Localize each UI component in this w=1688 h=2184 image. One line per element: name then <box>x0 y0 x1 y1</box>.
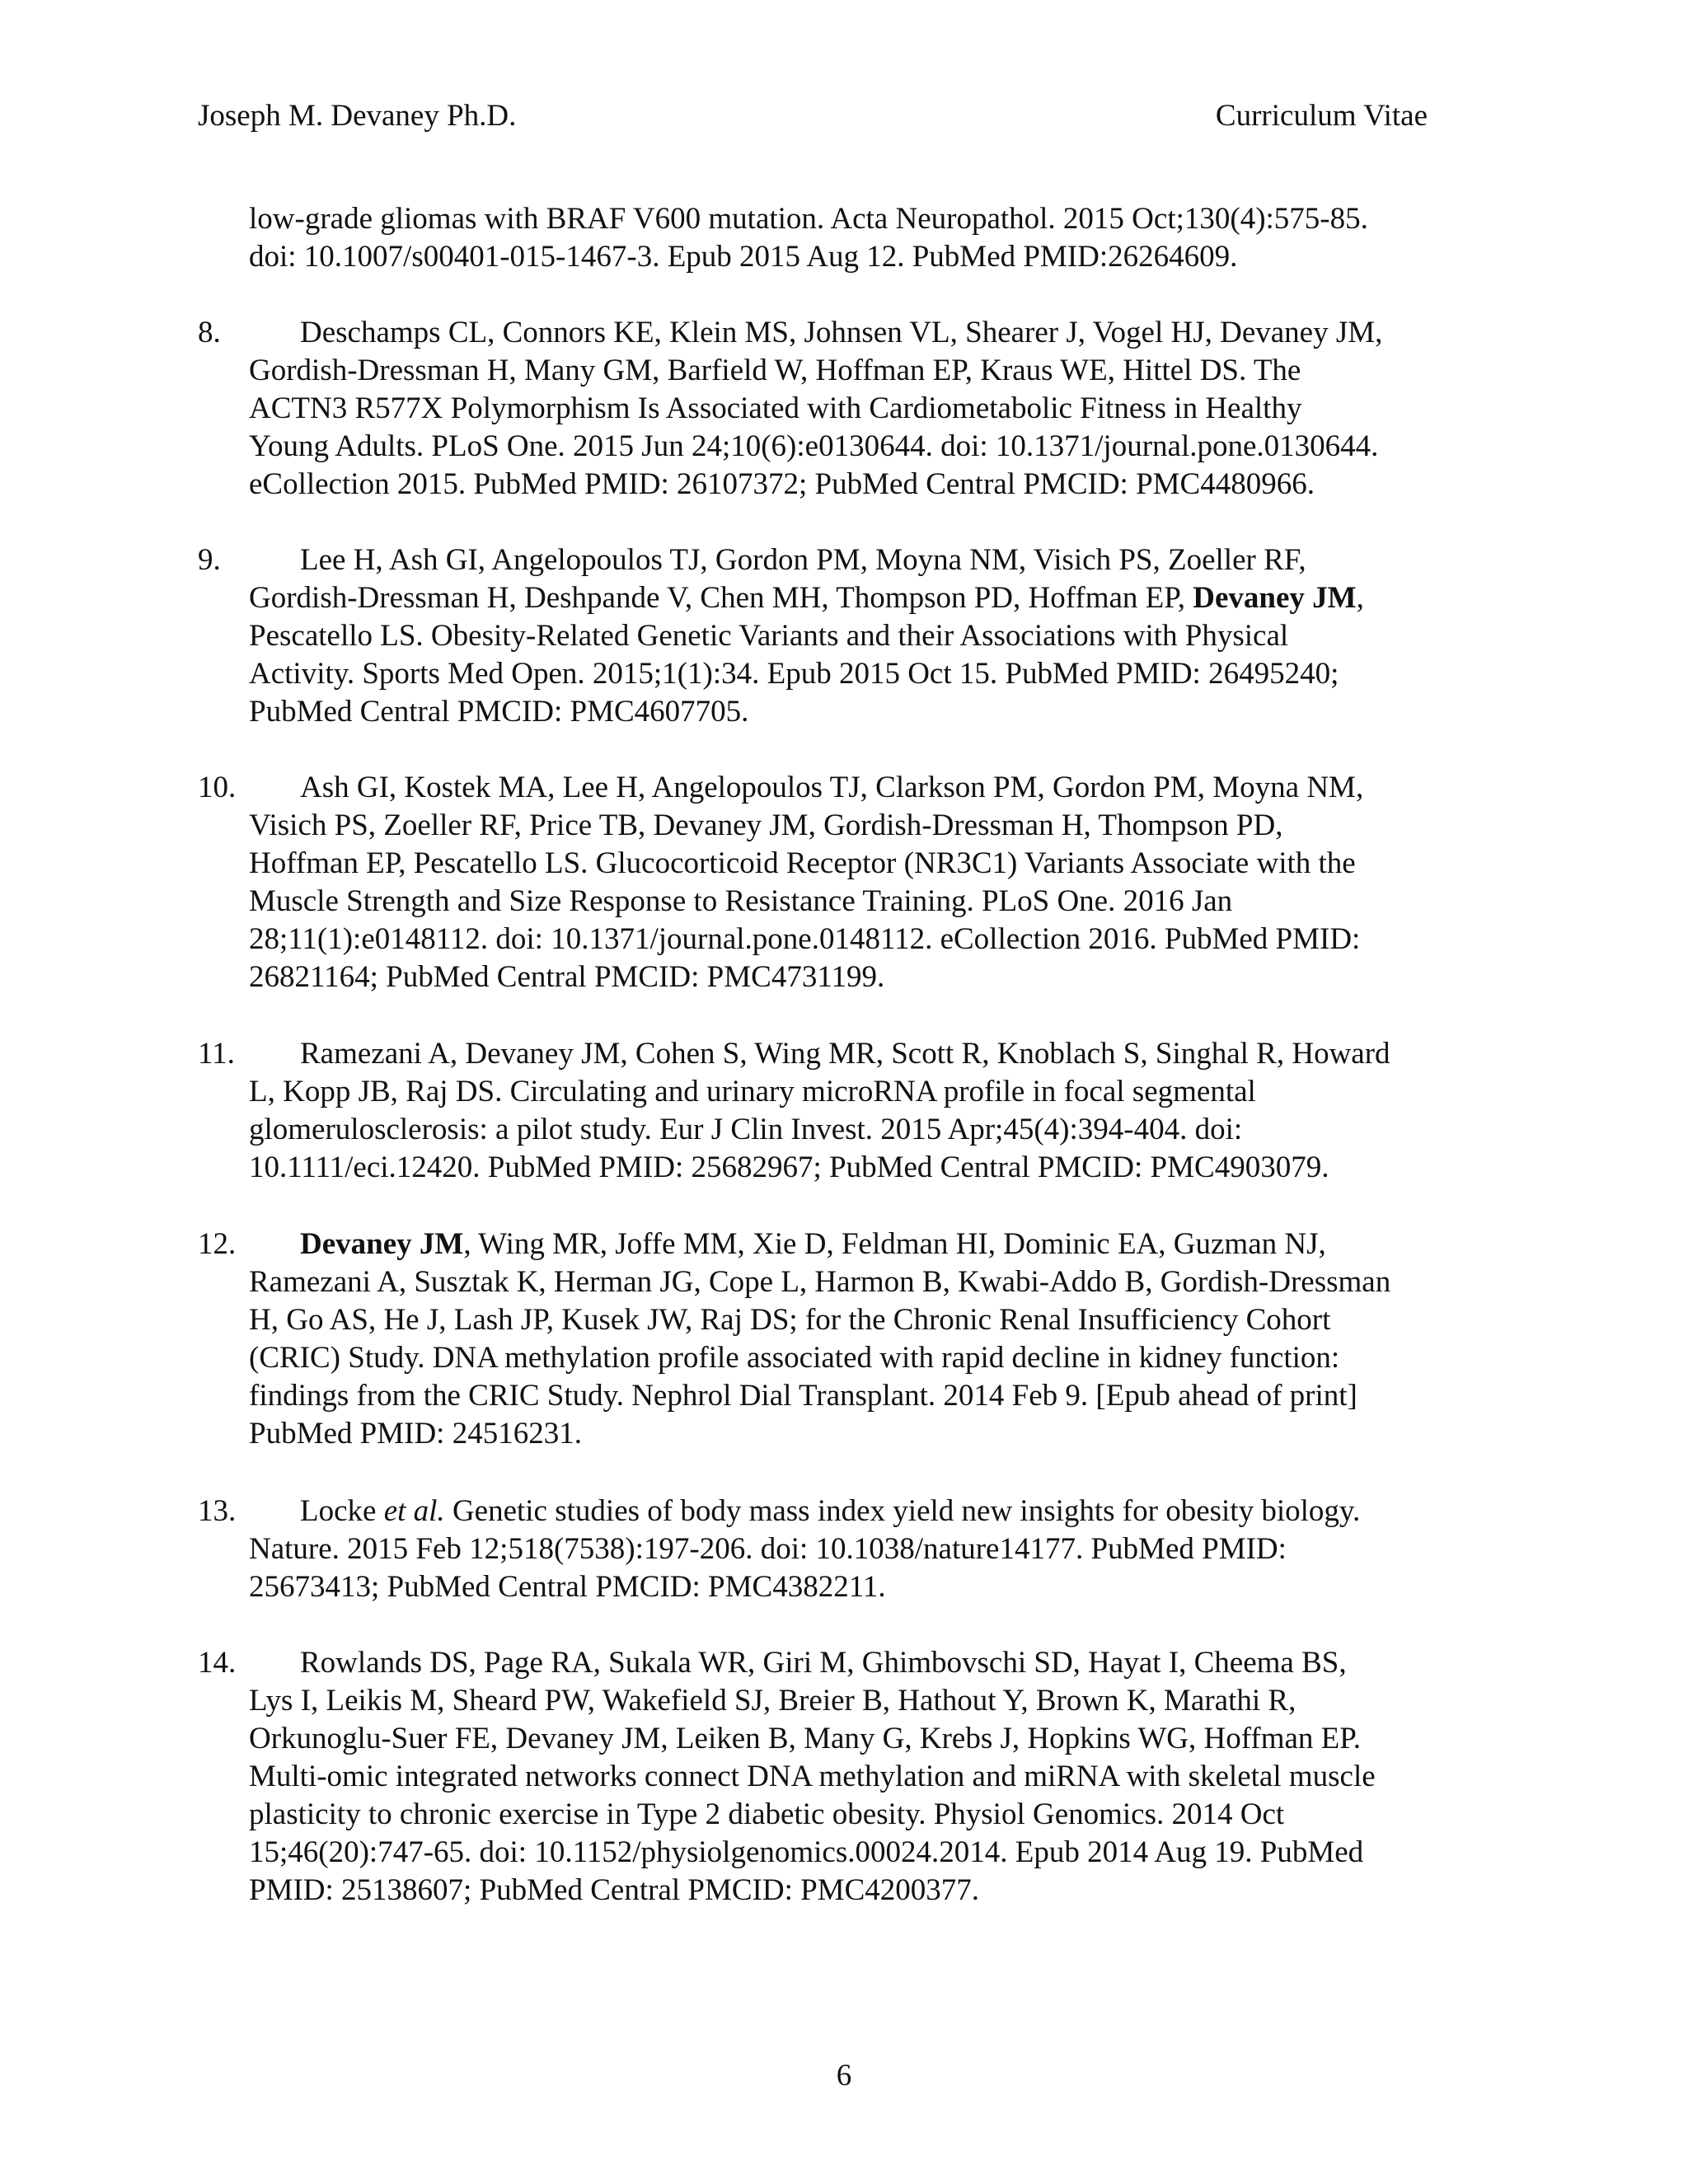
document-title: Curriculum Vitae <box>1215 99 1428 133</box>
reference-line: Lys I, Leikis M, Sheard PW, Wakefield SJ, Breier B, Hathout Y, Brown K, Marathi R, <box>249 1684 1296 1718</box>
author-name: Joseph M. Devaney Ph.D. <box>198 99 517 133</box>
reference-line: L, Kopp JB, Raj DS. Circulating and urinary microRNA profile in focal segmental <box>249 1075 1256 1108</box>
reference-line: findings from the CRIC Study. Nephrol Dial Transplant. 2014 Feb 9. [Epub ahead of print] <box>249 1379 1357 1413</box>
reference-number: 12. <box>198 1227 237 1261</box>
reference-text <box>249 1644 1510 1910</box>
reference-line: Young Adults. PLoS One. 2015 Jun 24;10(6):e0130644. doi: 10.1371/journal.pone.0130644. <box>249 429 1379 463</box>
reference-line: 26821164; PubMed Central PMCID: PMC4731199. <box>249 960 885 994</box>
reference-line: ACTN3 R577X Polymorphism Is Associated with Cardiometabolic Fitness in Healthy <box>249 391 1302 425</box>
reference-entry-14 <box>198 1644 1510 1910</box>
reference-line: Multi-omic integrated networks connect DNA methylation and miRNA with skeletal muscle <box>249 1760 1376 1793</box>
reference-text <box>249 1035 1510 1187</box>
reference-line: 28;11(1):e0148112. doi: 10.1371/journal.pone.0148112. eCollection 2016. PubMed PMID: <box>249 922 1361 956</box>
reference-number: 8. <box>198 316 221 349</box>
et-al-italic: et al. <box>383 1494 445 1528</box>
reference-text <box>249 541 1510 731</box>
reference-line: Lee H, Ash GI, Angelopoulos TJ, Gordon PM, Moyna NM, Visich PS, Zoeller RF, <box>300 543 1306 577</box>
reference-entry-11 <box>198 1035 1510 1187</box>
reference-entry-13 <box>198 1493 1510 1606</box>
reference-line: Ramezani A, Devaney JM, Cohen S, Wing MR, Scott R, Knoblach S, Singhal R, Howard <box>300 1037 1390 1071</box>
reference-line: Muscle Strength and Size Response to Resistance Training. PLoS One. 2016 Jan <box>249 884 1233 918</box>
reference-number: 13. <box>198 1494 237 1528</box>
page-number: 6 <box>836 2059 852 2093</box>
reference-line: Hoffman EP, Pescatello LS. Glucocorticoid Receptor (NR3C1) Variants Associate with the <box>249 846 1356 880</box>
reference-line: Nature. 2015 Feb 12;518(7538):197-206. doi: 10.1038/nature14177. PubMed PMID: <box>249 1532 1287 1566</box>
reference-line: glomerulosclerosis: a pilot study. Eur J Clin Invest. 2015 Apr;45(4):394-404. doi: <box>249 1113 1243 1146</box>
reference-text <box>249 1226 1510 1453</box>
reference-line: 10.1111/eci.12420. PubMed PMID: 25682967; PubMed Central PMCID: PMC4903079. <box>249 1151 1329 1184</box>
reference-line: Ash GI, Kostek MA, Lee H, Angelopoulos TJ, Clarkson PM, Gordon PM, Moyna NM, <box>300 771 1364 804</box>
reference-number: 9. <box>198 543 221 577</box>
reference-line: Activity. Sports Med Open. 2015;1(1):34. Epub 2015 Oct 15. PubMed PMID: 26495240; <box>249 657 1339 691</box>
reference-number: 14. <box>198 1646 237 1680</box>
reference-line: Ramezani A, Susztak K, Herman JG, Cope L, Harmon B, Kwabi-Addo B, Gordish-Dressman <box>249 1265 1391 1299</box>
reference-line: Devaney JM, Wing MR, Joffe MM, Xie D, Feldman HI, Dominic EA, Guzman NJ, <box>300 1227 1326 1261</box>
reference-line: H, Go AS, He J, Lash JP, Kusek JW, Raj DS; for the Chronic Renal Insufficiency Cohort <box>249 1303 1331 1337</box>
reference-number: 10. <box>198 771 237 804</box>
reference-line: low-grade gliomas with BRAF V600 mutation. Acta Neuropathol. 2015 Oct;130(4):575-85. <box>249 202 1368 236</box>
reference-line: PMID: 25138607; PubMed Central PMCID: PMC4200377. <box>249 1873 980 1907</box>
reference-text <box>249 200 1510 276</box>
reference-line: PubMed PMID: 24516231. <box>249 1417 582 1451</box>
reference-entry-10 <box>198 769 1510 996</box>
highlighted-author: Devaney JM <box>300 1227 464 1261</box>
reference-line: doi: 10.1007/s00401-015-1467-3. Epub 2015 Aug 12. PubMed PMID:26264609. <box>249 240 1238 274</box>
reference-line: Deschamps CL, Connors KE, Klein MS, Johnsen VL, Shearer J, Vogel HJ, Devaney JM, <box>300 316 1383 349</box>
reference-entry-12 <box>198 1226 1510 1453</box>
reference-line: PubMed Central PMCID: PMC4607705. <box>249 695 749 729</box>
reference-text <box>249 769 1510 996</box>
reference-line: plasticity to chronic exercise in Type 2 diabetic obesity. Physiol Genomics. 2014 Oct <box>249 1797 1285 1831</box>
reference-line: (CRIC) Study. DNA methylation profile associated with rapid decline in kidney function: <box>249 1341 1340 1375</box>
highlighted-author: Devaney JM <box>1193 581 1357 615</box>
reference-entry-9 <box>198 541 1510 731</box>
reference-line: Locke et al. Genetic studies of body mass index yield new insights for obesity biology. <box>300 1494 1361 1528</box>
reference-line: Rowlands DS, Page RA, Sukala WR, Giri M, Ghimbovschi SD, Hayat I, Cheema BS, <box>300 1646 1347 1680</box>
reference-line: Pescatello LS. Obesity-Related Genetic Variants and their Associations with Physical <box>249 619 1289 653</box>
reference-line: Visich PS, Zoeller RF, Price TB, Devaney JM, Gordish-Dressman H, Thompson PD, <box>249 808 1283 842</box>
reference-entry-8 <box>198 314 1510 504</box>
continued-reference <box>198 200 1510 276</box>
reference-line: Orkunoglu-Suer FE, Devaney JM, Leiken B, Many G, Krebs J, Hopkins WG, Hoffman EP. <box>249 1722 1361 1755</box>
reference-number: 11. <box>198 1037 235 1071</box>
reference-line: 25673413; PubMed Central PMCID: PMC4382211. <box>249 1570 886 1604</box>
reference-text <box>249 1493 1510 1606</box>
reference-text <box>249 314 1510 504</box>
reference-line: Gordish-Dressman H, Deshpande V, Chen MH, Thompson PD, Hoffman EP, Devaney JM, <box>249 581 1364 615</box>
reference-line: Gordish-Dressman H, Many GM, Barfield W, Hoffman EP, Kraus WE, Hittel DS. The <box>249 354 1301 387</box>
reference-line: eCollection 2015. PubMed PMID: 26107372; PubMed Central PMCID: PMC4480966. <box>249 467 1315 501</box>
page-header <box>198 97 1428 135</box>
reference-line: 15;46(20):747-65. doi: 10.1152/physiolgenomics.00024.2014. Epub 2014 Aug 19. PubMed <box>249 1835 1364 1869</box>
